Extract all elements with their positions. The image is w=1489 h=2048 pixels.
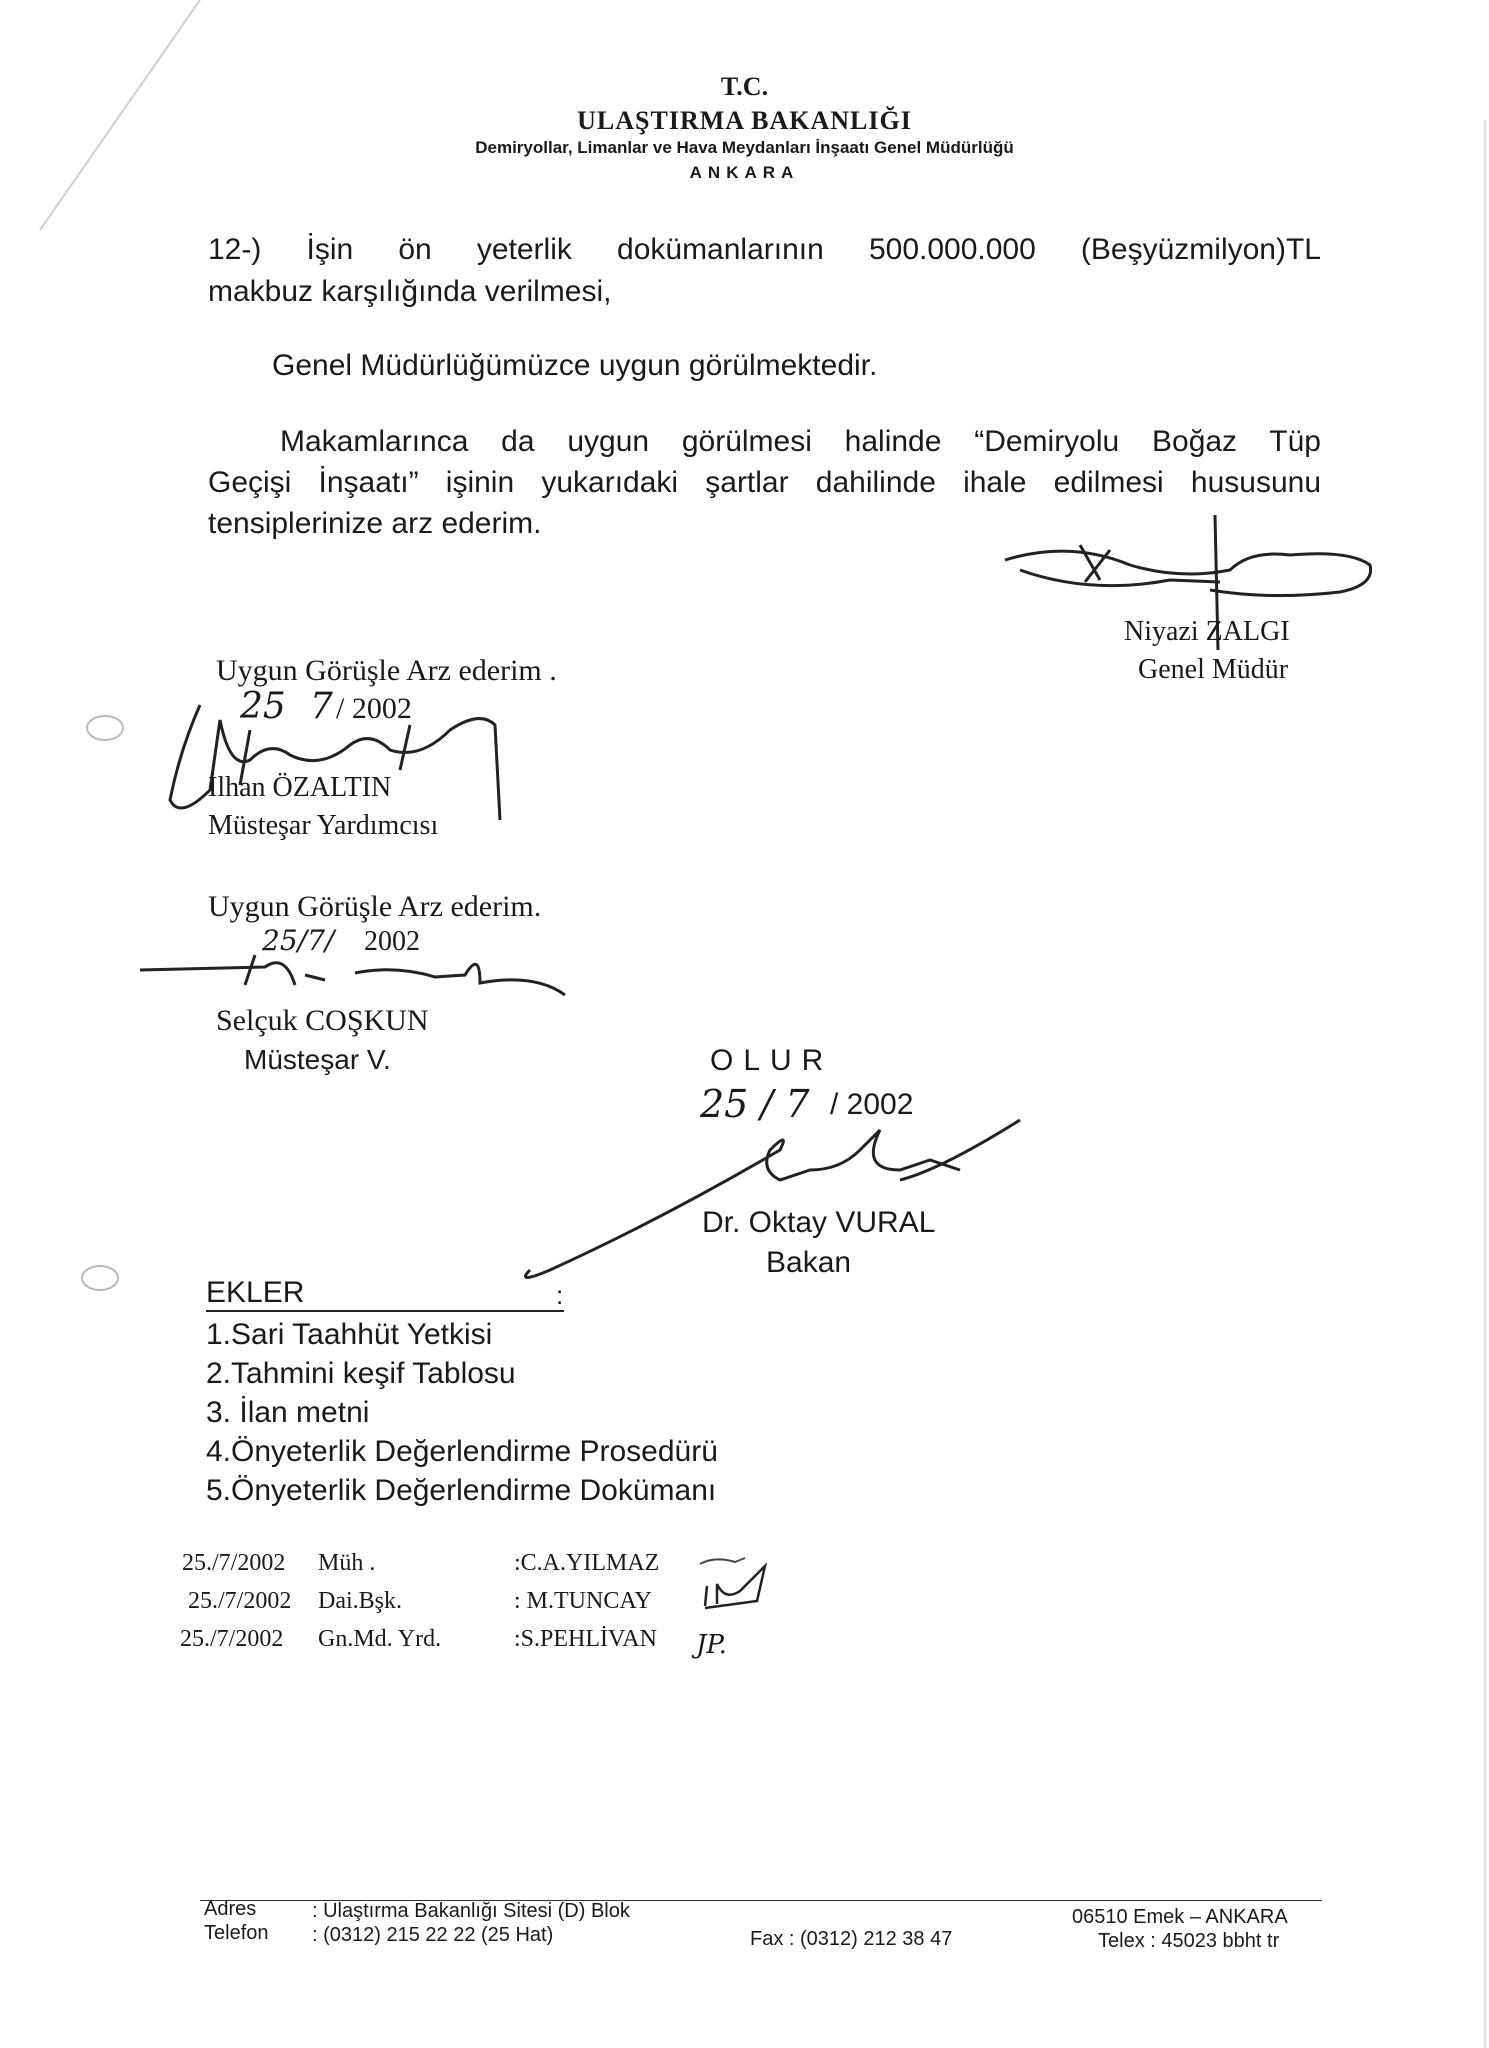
minister-title: Bakan [766, 1246, 852, 1279]
general-director-title: Genel Müdür [1138, 654, 1289, 685]
header-directorate: Demiryollar, Limanlar ve Hava Meydanları İnşaatı Genel Müdürlüğü [475, 138, 1014, 157]
initial-date: 25./7/2002 [188, 1588, 292, 1614]
deputy-opinion: Uygun Görüşle Arz ederim . [216, 654, 557, 687]
general-director-name: Niyazi ZALGI [1124, 616, 1290, 647]
initials-marks: JP. [696, 1630, 727, 1660]
request-line2: Geçişi İnşaatı” işinin yukarıdaki şartlar dahilinde ihale edilmesi hususunu [208, 466, 1321, 499]
initial-name: :C.A.YILMAZ [514, 1550, 660, 1576]
initial-role: Gn.Md. Yrd. [318, 1626, 442, 1652]
minister-date-hand: 25 / 7 [700, 1082, 810, 1126]
deputy-date-day: 25 [240, 686, 286, 727]
undersecretary-title: Müsteşar V. [244, 1044, 391, 1075]
item-12-line1: 12-) İşin ön yeterlik dokümanlarının 500.000.000 (Beşyüzmilyon)TL [208, 233, 1321, 266]
footer-telex: Telex : 45023 bbht tr [1098, 1930, 1280, 1952]
header-ministry: ULAŞTIRMA BAKANLIĞI [577, 106, 912, 135]
initial-name: :S.PEHLİVAN [514, 1626, 657, 1652]
undersecretary-date-hand: 25/7/ [262, 924, 335, 957]
initial-date: 25./7/2002 [182, 1550, 286, 1576]
initial-name: : M.TUNCAY [514, 1588, 652, 1614]
undersecretary-name: Selçuk COŞKUN [216, 1004, 429, 1037]
attachment-item: 2.Tahmini keşif Tablosu [206, 1357, 516, 1390]
initial-date: 25./7/2002 [180, 1626, 284, 1652]
footer-address-label: Adres [204, 1898, 257, 1920]
undersecretary-signature [135, 945, 575, 1005]
header-city: ANKARA [689, 163, 800, 182]
request-line1: Makamlarınca da uygun görülmesi halinde “Demiryolu Boğaz Tüp [280, 425, 1321, 458]
minister-name: Dr. Oktay VURAL [702, 1206, 936, 1239]
header-country: T.C. [720, 72, 769, 101]
attachments-underline [206, 1310, 564, 1312]
attachments-heading: EKLER [206, 1276, 305, 1309]
footer-phone-label: Telefon [204, 1922, 269, 1944]
footer-phone-value: : (0312) 215 22 22 (25 Hat) [312, 1924, 554, 1946]
deputy-title: Müsteşar Yardımcısı [208, 810, 439, 841]
attachment-item: 1.Sari Taahhüt Yetkisi [206, 1318, 493, 1351]
attachments-colon: : [556, 1280, 564, 1310]
attachment-item: 4.Önyeterlik Değerlendirme Prosedürü [206, 1435, 718, 1468]
approval-paragraph: Genel Müdürlüğümüzce uygun görülmektedir. [272, 349, 878, 382]
footer-postal: 06510 Emek – ANKARA [1072, 1906, 1288, 1928]
deputy-name: İlhan ÖZALTIN [208, 772, 392, 803]
request-line3: tensiplerinize arz ederim. [208, 507, 542, 540]
minister-approval: OLUR [710, 1044, 834, 1077]
attachment-item: 3. İlan metni [206, 1396, 370, 1429]
footer-fax: Fax : (0312) 212 38 47 [750, 1928, 953, 1950]
item-12-line2: makbuz karşılığında verilmesi, [208, 275, 612, 308]
undersecretary-opinion: Uygun Görüşle Arz ederim. [208, 890, 542, 923]
footer-address-value: : Ulaştırma Bakanlığı Sitesi (D) Blok [312, 1900, 630, 1922]
deputy-date-month: 7 [310, 686, 333, 727]
deputy-date-year: / 2002 [336, 692, 412, 725]
attachment-item: 5.Önyeterlik Değerlendirme Dokümanı [206, 1474, 717, 1507]
initial-role: Müh . [318, 1550, 376, 1576]
undersecretary-date-year: 2002 [364, 926, 420, 957]
initial-role: Dai.Bşk. [318, 1588, 402, 1614]
minister-date-year: / 2002 [830, 1088, 914, 1121]
